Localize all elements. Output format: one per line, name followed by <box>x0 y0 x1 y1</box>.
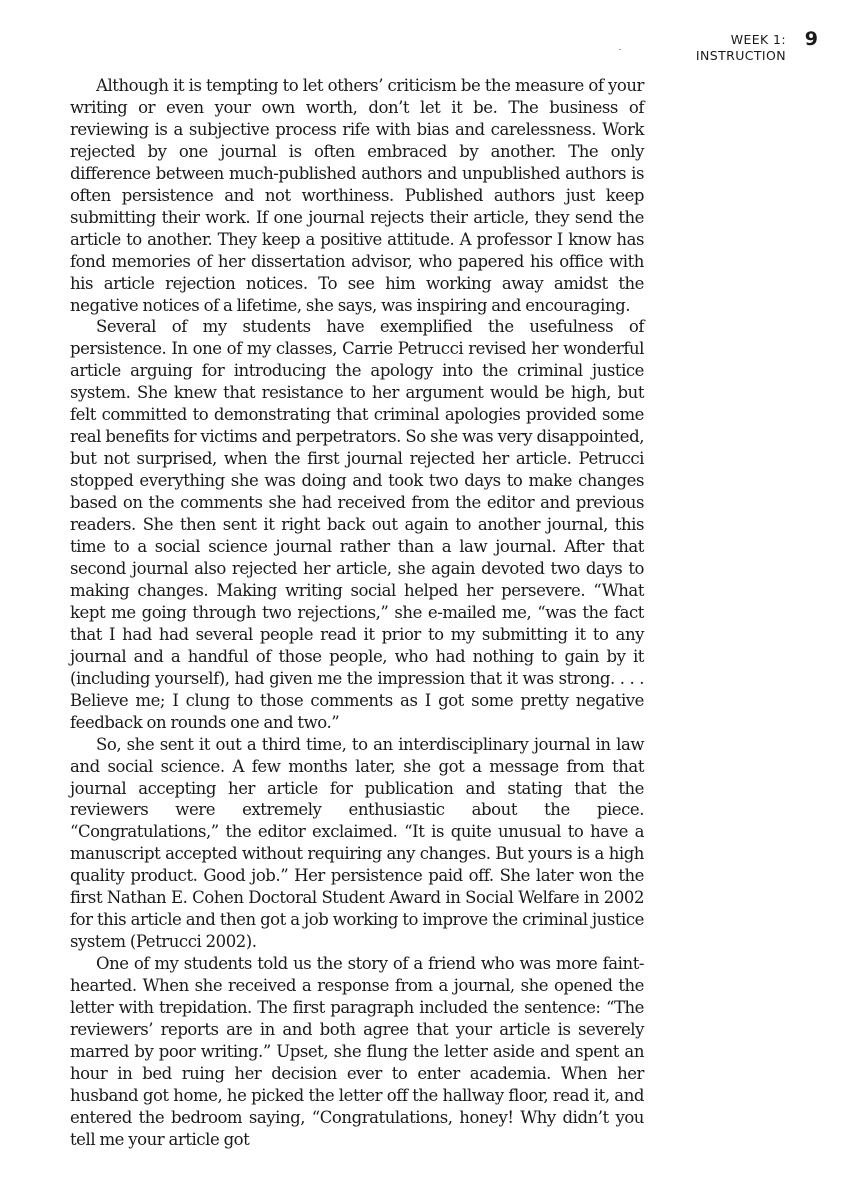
paragraph-criticism: Although it is tempting to let others’ criticism be the measure of your writing or even your own worth, don’t let it be. The business of reviewing is a subjective process rife with bias and carelessness. Work rejected by one journal is often embraced by another. The only difference between much-published authors and unpublished authors is often persistence and not worthiness. Published authors just keep submitting their work. If one journal rejects their article, they send the article to another. They keep a positive attitude. A professor I know has fond memories of her dissertation advisor, who papered his office with his article rejection notices. To see him working away amidst the negative notices of a lifetime, she says, was inspiring and encouraging. <box>70 76 644 315</box>
running-head <box>696 32 786 64</box>
page-number: 9 <box>804 28 818 50</box>
paragraph-third-submission: So, she sent it out a third time, to an interdisciplinary journal in law and social science. A few months later, she got a message from that journal accepting her article for publication and stating that the reviewers were extremely enthusiastic about the piece. “Congratulations,” the editor exclaimed. “It is quite unusual to have a manuscript accepted without requiring any changes. But yours is a high quality product. Good job.” Her persistence paid off. She later won the first Nathan E. Cohen Doctoral Student Award in Social Welfare in 2002 for this article and then got a job working to improve the criminal justice system (Petrucci 2002). <box>70 734 644 952</box>
paragraph-faint-hearted: One of my students told us the story of a friend who was more faint-hearted. When she received a response from a journal, she opened the letter with trepidation. The first paragraph included the sentence: “The reviewers’ reports are in and both agree that your article is severely marred by poor writing.” Upset, she flung the letter aside and spent an hour in bed ruing her decision ever to enter academia. When her husband got home, he picked the letter off the hallway floor, read it, and entered the bedroom saying, “Congratulations, honey! Why didn’t you tell me your article got <box>70 954 644 1149</box>
body-text <box>70 75 644 1151</box>
scan-speck <box>619 49 621 50</box>
running-head-week: WEEK 1: <box>730 32 786 47</box>
running-head-section: INSTRUCTION <box>695 48 786 63</box>
paragraph-persistence: Several of my students have exemplified the usefulness of persistence. In one of my classes, Carrie Petrucci revised her wonderful article arguing for introducing the apology into the criminal justice system. She knew that resistance to her argument would be high, but felt committed to demonstrating that criminal apologies provided some real benefits for victims and perpetrators. So she was very disappointed, but not surprised, when the first journal rejected her article. Petrucci stopped everything she was doing and took two days to make changes based on the comments she had received from the editor and previous readers. She then sent it right back out again to another journal, this time to a social science journal rather than a law journal. After that second journal also rejected her article, she again devoted two days to making changes. Making writing social helped her persevere. “What kept me going through two rejections,” she e-mailed me, “was the fact that I had had several people read it prior to my submitting it to any journal and a handful of those people, who had nothing to gain by it (including yourself), had given me the impression that it was strong. . . . Believe me; I clung to those comments as I got some pretty negative feedback on rounds one and two.” <box>70 317 644 732</box>
